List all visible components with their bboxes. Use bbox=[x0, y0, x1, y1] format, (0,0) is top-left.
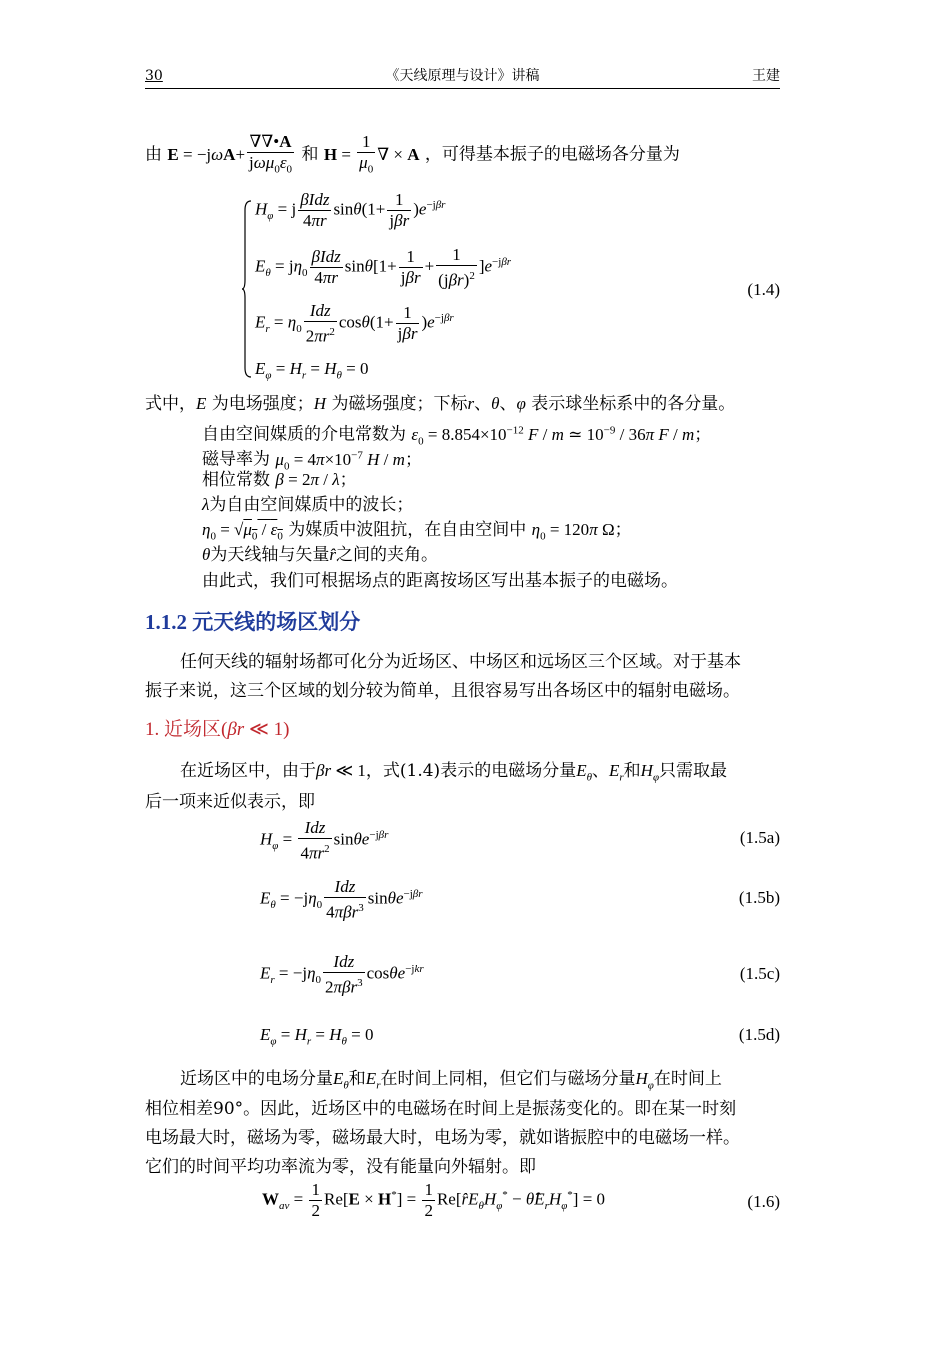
eq-1-5d: $E_\varphi = H_r = H_\theta = 0$ bbox=[260, 1025, 374, 1048]
eq-1-5c: $E_r = -j\eta_0$ $\frac{\text{Idz}}{2\pi\beta r^3}$ cosθe$^{-jkr}$ bbox=[260, 952, 424, 997]
def-line-8: 由此式，我们可根据场点的距离按场区写出基本振子的电磁场。 bbox=[202, 571, 678, 591]
intro-suffix: ，可得基本振子的电磁场各分量为 bbox=[424, 144, 680, 165]
near-field-summary-line-4: 它们的时间平均功率流为零，没有能量向外辐射。即 bbox=[145, 1157, 536, 1177]
near-field-paragraph-line-1: 在近场区中，由于βr ≪ 1，式(1.4)表示的电磁场分量$E_\theta$、$E_r$和$H_\varphi$只需取最 bbox=[180, 761, 728, 784]
e-field-expression: E = −jωA+ $\frac{\nabla\nabla•A}{j\omega\mu_0\varepsilon_0}$ bbox=[167, 132, 293, 176]
eq-h-phi: $H_\varphi = j$ $\frac{\text{βIdz}}{4\pi r}$ sinθ(1+ $\frac{1}{\text{jβr}}$ )$e^{-j\beta r}$ bbox=[255, 190, 446, 230]
section-paragraph-line-1: 任何天线的辐射场都可化分为近场区、中场区和远场区三个区域。对于基本 bbox=[180, 652, 741, 672]
intro-line bbox=[145, 132, 680, 179]
intro-mid: 和 bbox=[301, 144, 319, 165]
def-line-2: 自由空间媒质的介电常数为 $\varepsilon_0 = 8.854\times 10^{-12}$ F / m ≃ $10^{-9} / 36\pi$ F / m； bbox=[202, 424, 712, 448]
h-field-expression: H = $\frac{1}{\mu_0}$ ∇ × A bbox=[323, 132, 420, 176]
section-heading: 1.1.2 元天线的场区划分 bbox=[145, 610, 361, 634]
intro-prefix: 由 bbox=[145, 144, 162, 165]
eq-label-1-5c: (1.5c) bbox=[739, 964, 780, 983]
eq-label-1-5b: (1.5b) bbox=[738, 888, 780, 907]
near-field-summary-line-1: 近场区中的电场分量$E_\theta$和$E_r$在时间上同相，但它们与磁场分量$H_\varphi$在时间上 bbox=[180, 1069, 722, 1092]
eq-1-6: $W_{av}$ = $\frac{1}{2}$ Re[E × H*] = $\frac{1}{2}$ $Re[r̂E_\theta H_\varphi^*$ − $\thetâE_rH_\varphi^*] = 0$ bbox=[262, 1180, 606, 1220]
near-field-summary-line-2: 相位相差90°。因此，近场区中的电磁场在时间上是振荡变化的。即在某一时刻 bbox=[145, 1099, 737, 1119]
eq-zero-components: $E_\varphi = H_r = H_\theta = 0$ bbox=[255, 359, 369, 382]
section-paragraph-line-2: 振子来说，这三个区域的划分较为简单，且很容易写出各场区中的辐射电磁场。 bbox=[145, 681, 740, 701]
near-field-paragraph-line-2: 后一项来近似表示，即 bbox=[145, 792, 315, 812]
eq-e-theta: $E_\theta = j\eta_0$ $\frac{\text{βIdz}}{4\pi r}$ sinθ[1+ $\frac{1}{\text{jβr}}$ + $\frac{1}{(j\beta r)^2}$ ]$e^{-j\beta r}$ bbox=[255, 245, 512, 290]
def-line-4: 相位常数 β = 2π / λ； bbox=[202, 470, 357, 490]
eq-1-5a: $H_\varphi$ = $\frac{\text{Idz}}{4\pi r^2}$ sinθe$^{-j\beta r}$ bbox=[260, 818, 389, 863]
eq-label-1-5a: (1.5a) bbox=[739, 828, 780, 847]
eq-e-r: $E_r = \eta_0$ $\frac{\text{Idz}}{2\pi r^2}$ cosθ(1+ $\frac{1}{\text{jβr}}$ )$e^{-j\beta r}$ bbox=[255, 301, 454, 346]
eq-label-1-4: (1.4) bbox=[747, 280, 780, 299]
page-header bbox=[145, 64, 780, 89]
def-line-7: θ为天线轴与矢量r̂之间的夹角。 bbox=[202, 545, 438, 565]
running-title: 《天线原理与设计》讲稿 bbox=[385, 68, 540, 84]
left-brace bbox=[242, 200, 252, 378]
def-line-5: λ为自由空间媒质中的波长； bbox=[202, 495, 414, 515]
def-line-3: 磁导率为 $\mu_0 = 4\pi\times 10^{-7}$ H / m； bbox=[202, 449, 422, 473]
near-field-summary-line-3: 电场最大时，磁场为零，磁场最大时，电场为零，就如谐振腔中的电磁场一样。 bbox=[145, 1128, 740, 1148]
eq-label-1-5d: (1.5d) bbox=[738, 1025, 780, 1044]
subsection-heading: 1. 近场区(βr ≪ 1) bbox=[145, 719, 290, 740]
eq-label-1-6: (1.6) bbox=[747, 1192, 780, 1211]
def-line-6: $\eta_0 = √\mu_0 / \varepsilon_0$ 为媒质中波阻抗，在自由空间中 $\eta_0 = 120\pi$ Ω； bbox=[202, 520, 632, 543]
author: 王建 bbox=[752, 68, 780, 84]
def-line-1: 式中，E 为电场强度；H 为磁场强度；下标r、θ、φ 表示球坐标系中的各分量。 bbox=[145, 394, 736, 414]
eq-1-5b: $E_\theta = -j\eta_0$ $\frac{\text{Idz}}{4\pi\beta r^3}$ sinθe$^{-j\beta r}$ bbox=[260, 877, 423, 922]
page-number: 30 bbox=[145, 68, 163, 84]
